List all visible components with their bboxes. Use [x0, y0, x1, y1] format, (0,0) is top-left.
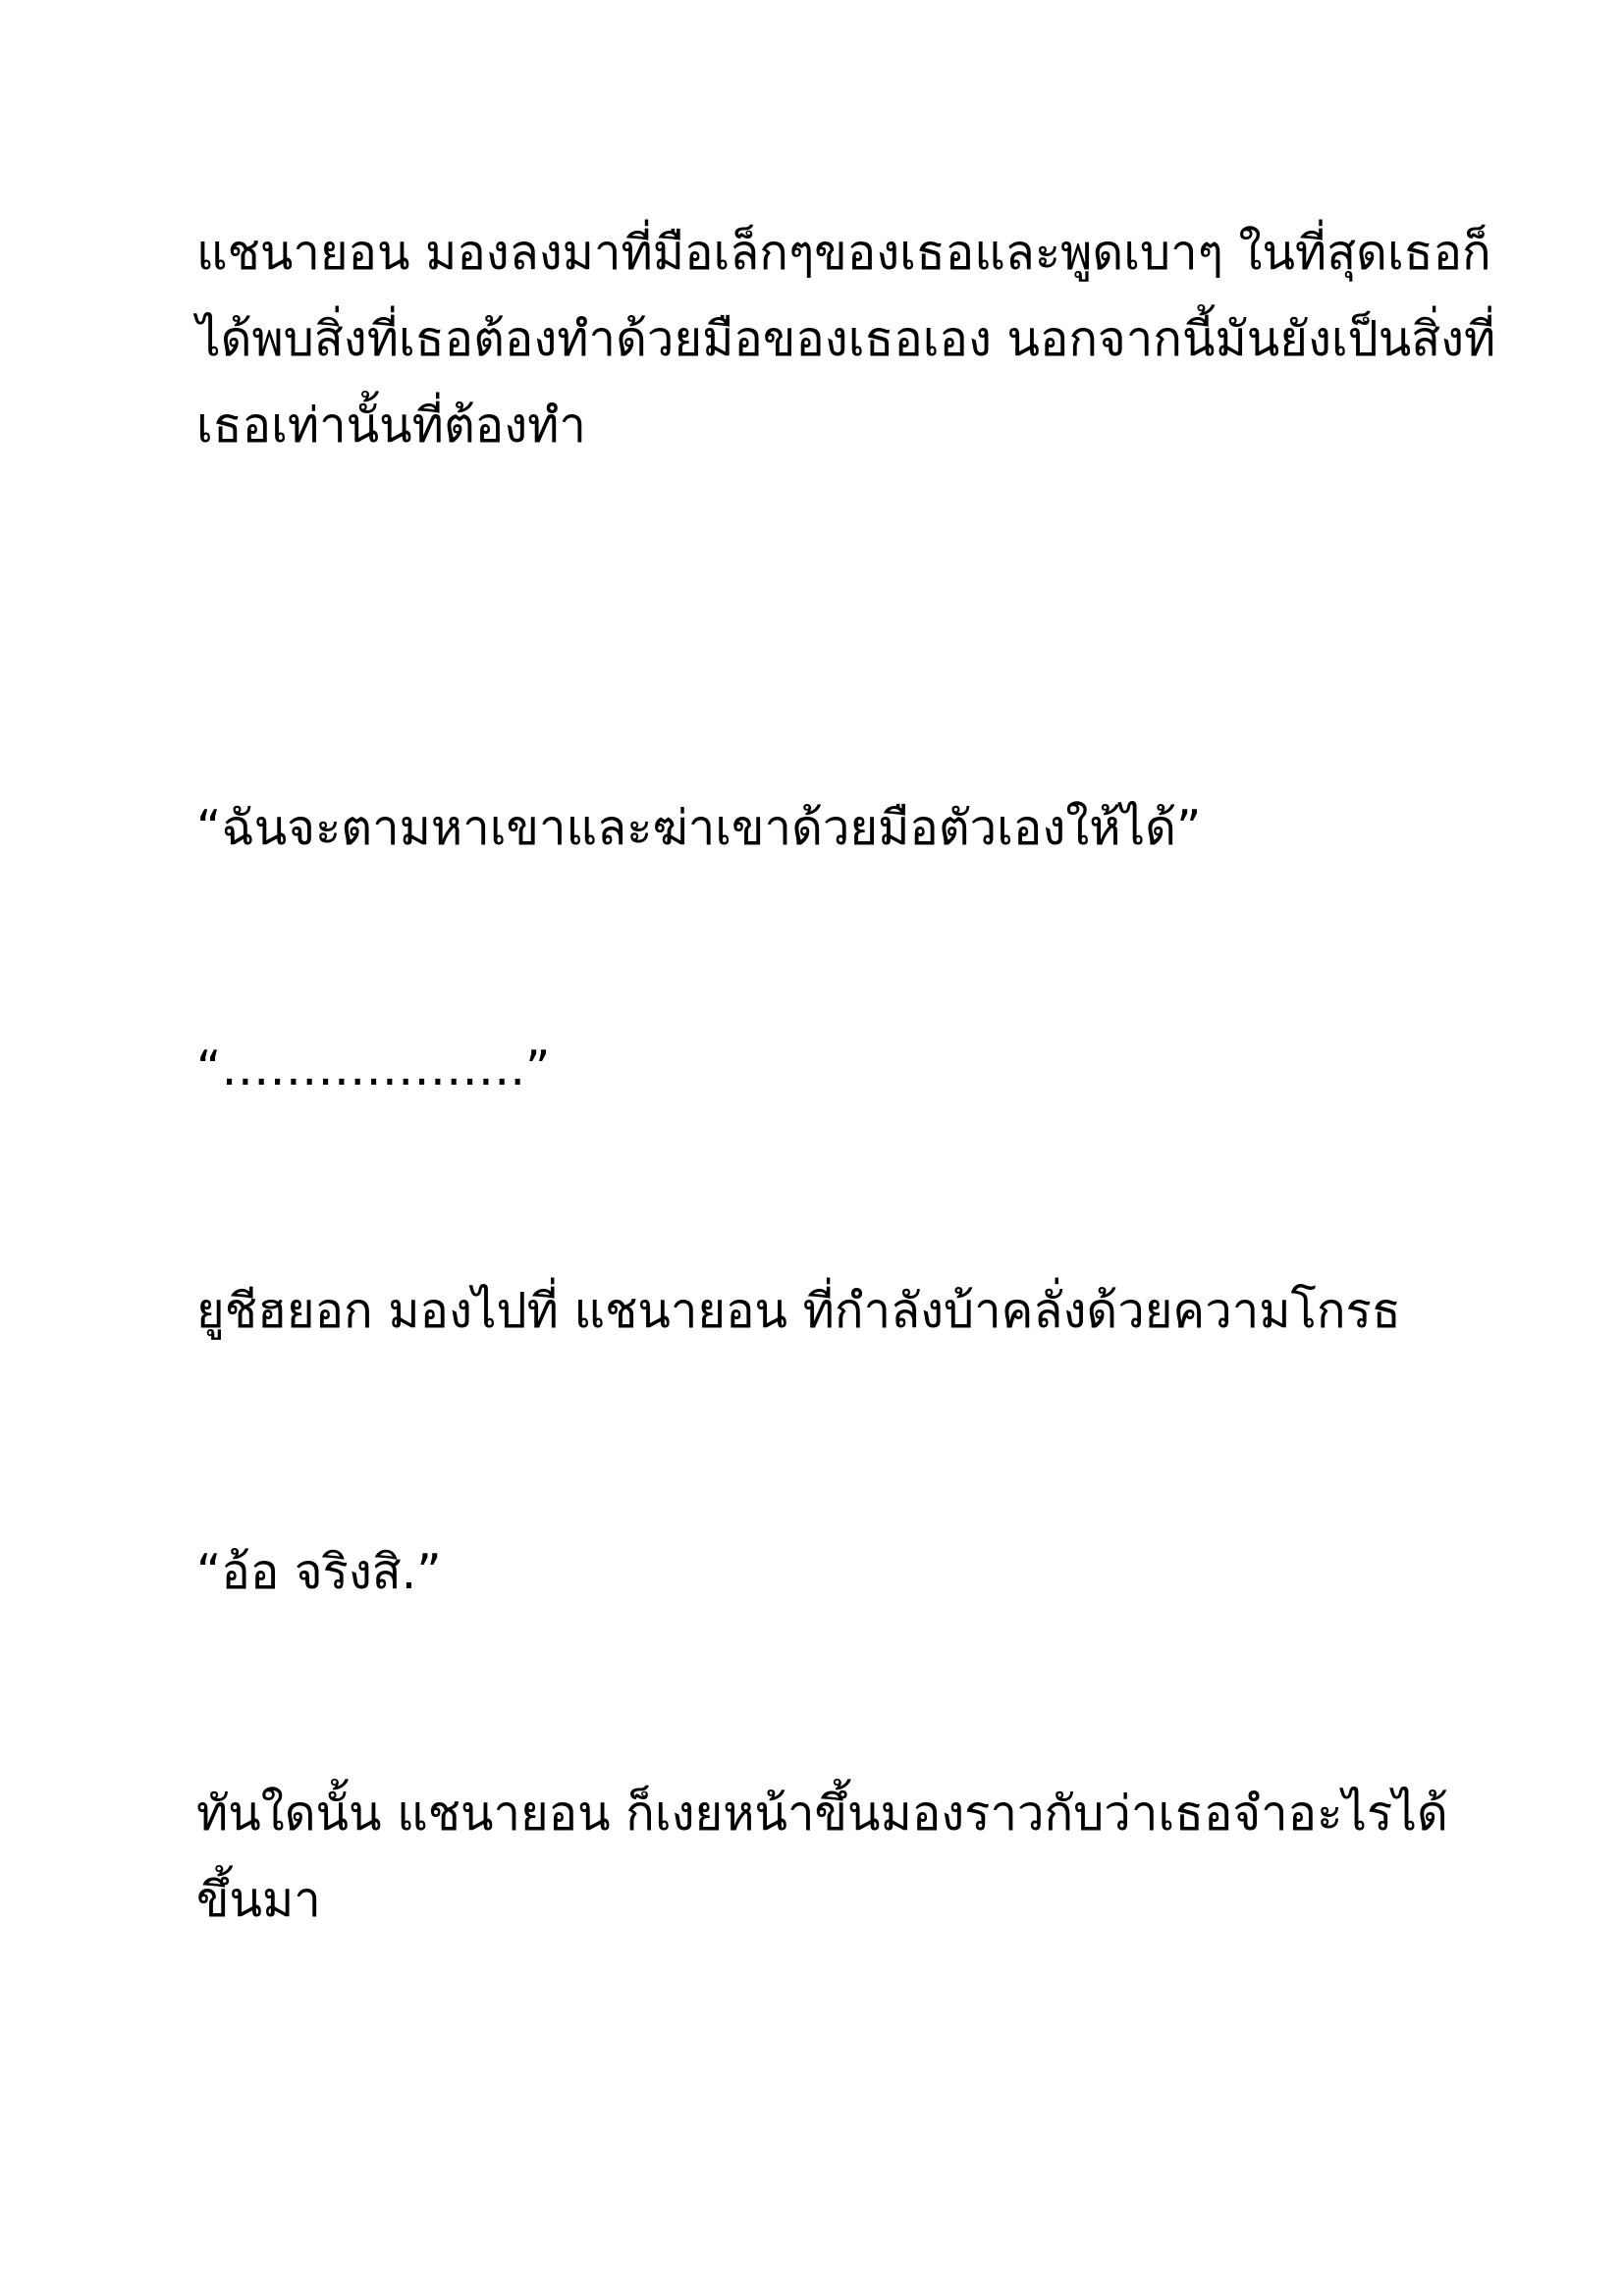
text-line: แชนายอน มองลงมาที่มือเล็กๆของเธอและพูดเบาๆ ในที่สุดเธอก็ [196, 225, 1491, 281]
paragraph-narration-3 [196, 1771, 1463, 1944]
paragraph-dialogue-2 [196, 1529, 1463, 1616]
text-line: “อ้อ จริงสิ.” [196, 1544, 442, 1600]
text-line: “……………….” [196, 1041, 551, 1096]
paragraph-narration-1 [196, 210, 1496, 469]
text-line: เธอเท่านั้นที่ต้องทำ [196, 398, 586, 454]
text-line: ขึ้นมา [196, 1872, 321, 1928]
text-line: ยูชีฮยอก มองไปที่ แชนายอน ที่กำลังบ้าคลั่งด้วยความโกรธ [196, 1283, 1401, 1339]
paragraph-dialogue-1 [196, 785, 1463, 872]
paragraph-dialogue-ellipsis [196, 1026, 1463, 1112]
text-line: “ฉันจะตามหาเขาและฆ่าเขาด้วยมือตัวเองให้ได้” [196, 800, 1202, 856]
paragraph-narration-2 [196, 1268, 1463, 1355]
text-line: ได้พบสิ่งที่เธอต้องทำด้วยมือของเธอเอง นอกจากนี้มันยังเป็นสิ่งที่ [196, 311, 1496, 367]
text-line: ทันใดนั้น แชนายอน ก็เงยหน้าขึ้นมองราวกับว่าเธอจำอะไรได้ [196, 1786, 1448, 1842]
